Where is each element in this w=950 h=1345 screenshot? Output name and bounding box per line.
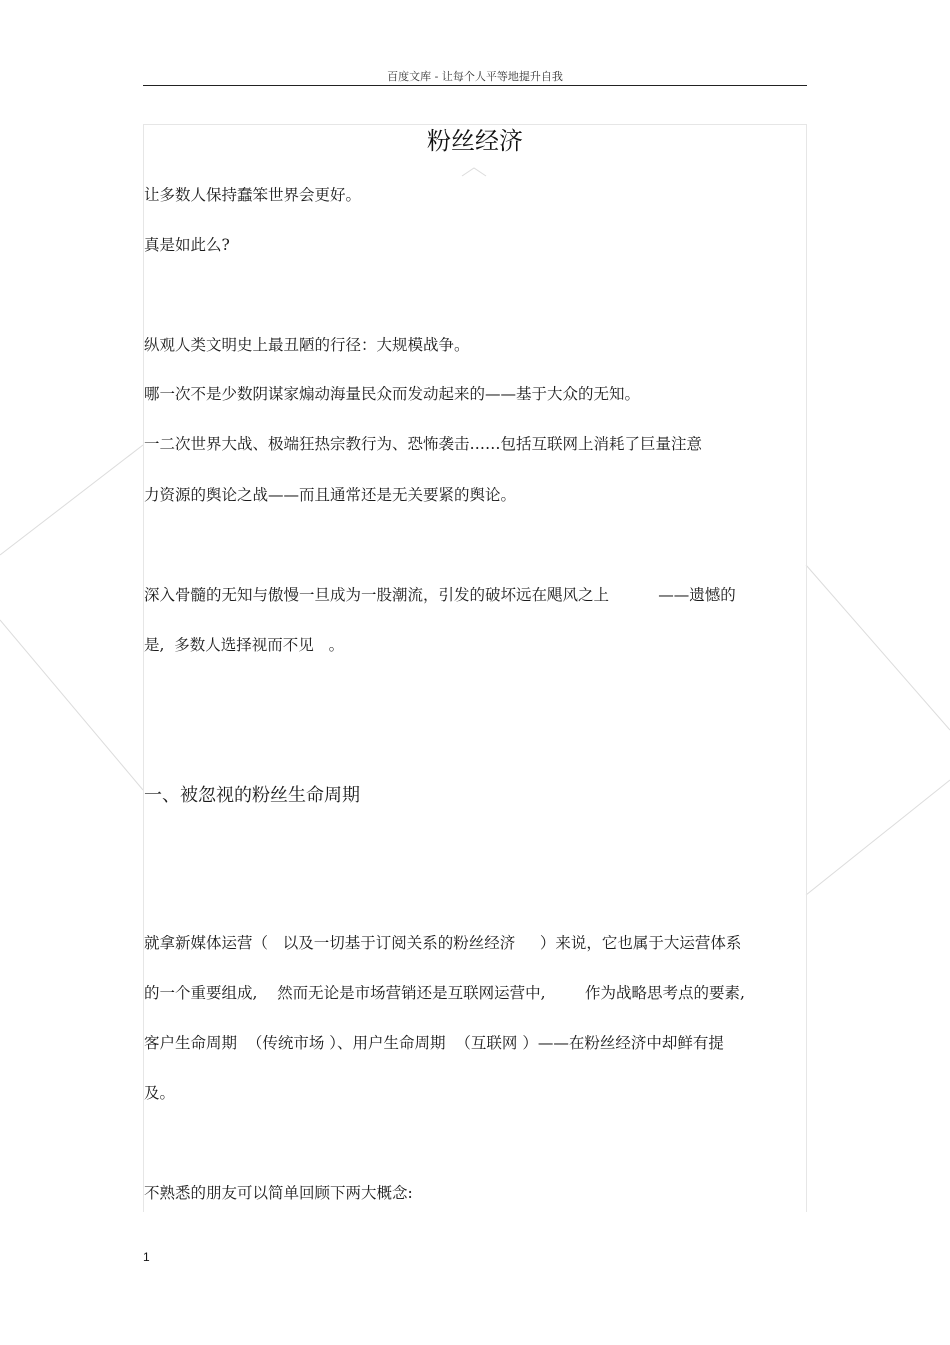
header-rule [143, 85, 807, 86]
paragraph-line: 让多数人保持蠢笨世界会更好。 [144, 186, 362, 204]
paragraph-line: 真是如此么? [144, 236, 230, 254]
paragraph-line: 客户生命周期 （传统市场 ）、用户生命周期 （互联网 ）——在粉丝经济中却鲜有提 [144, 1034, 724, 1052]
paragraph-line: 是, 多数人选择视而不见 。 [144, 636, 345, 654]
paragraph-line: 哪一次不是少数阴谋家煽动海量民众而发动起来的——基于大众的无知。 [144, 385, 641, 403]
paragraph-line: 一二次世界大战、极端狂热宗教行为、恐怖袭击……包括互联网上消耗了巨量注意 [144, 435, 703, 453]
paragraph-line: 就拿新媒体运营（ 以及一切基于订阅关系的粉丝经济 ）来说，它也属于大运营体系 [144, 934, 742, 952]
page-number: 1 [143, 1250, 150, 1264]
paragraph-line: 力资源的舆论之战——而且通常还是无关要紧的舆论。 [144, 486, 517, 504]
paragraph-line: 深入骨髓的无知与傲慢一旦成为一股潮流，引发的破坏远在飓风之上 ——遗憾的 [144, 586, 736, 604]
section-heading: 一、被忽视的粉丝生命周期 [144, 785, 360, 806]
document-title: 粉丝经济 [427, 127, 523, 155]
paragraph-line: 不熟悉的朋友可以简单回顾下两大概念: [144, 1184, 413, 1202]
paragraph-line: 纵观人类文明史上最丑陋的行径：大规模战争。 [144, 336, 470, 354]
paragraph-line: 及。 [144, 1084, 176, 1102]
content-frame-right [806, 124, 807, 1212]
page-header: 百度文库 - 让每个人平等地提升自我 [387, 70, 563, 83]
paragraph-line: 的一个重要组成, 然而无论是市场营销还是互联网运营中, 作为战略思考点的要素, [144, 984, 745, 1002]
